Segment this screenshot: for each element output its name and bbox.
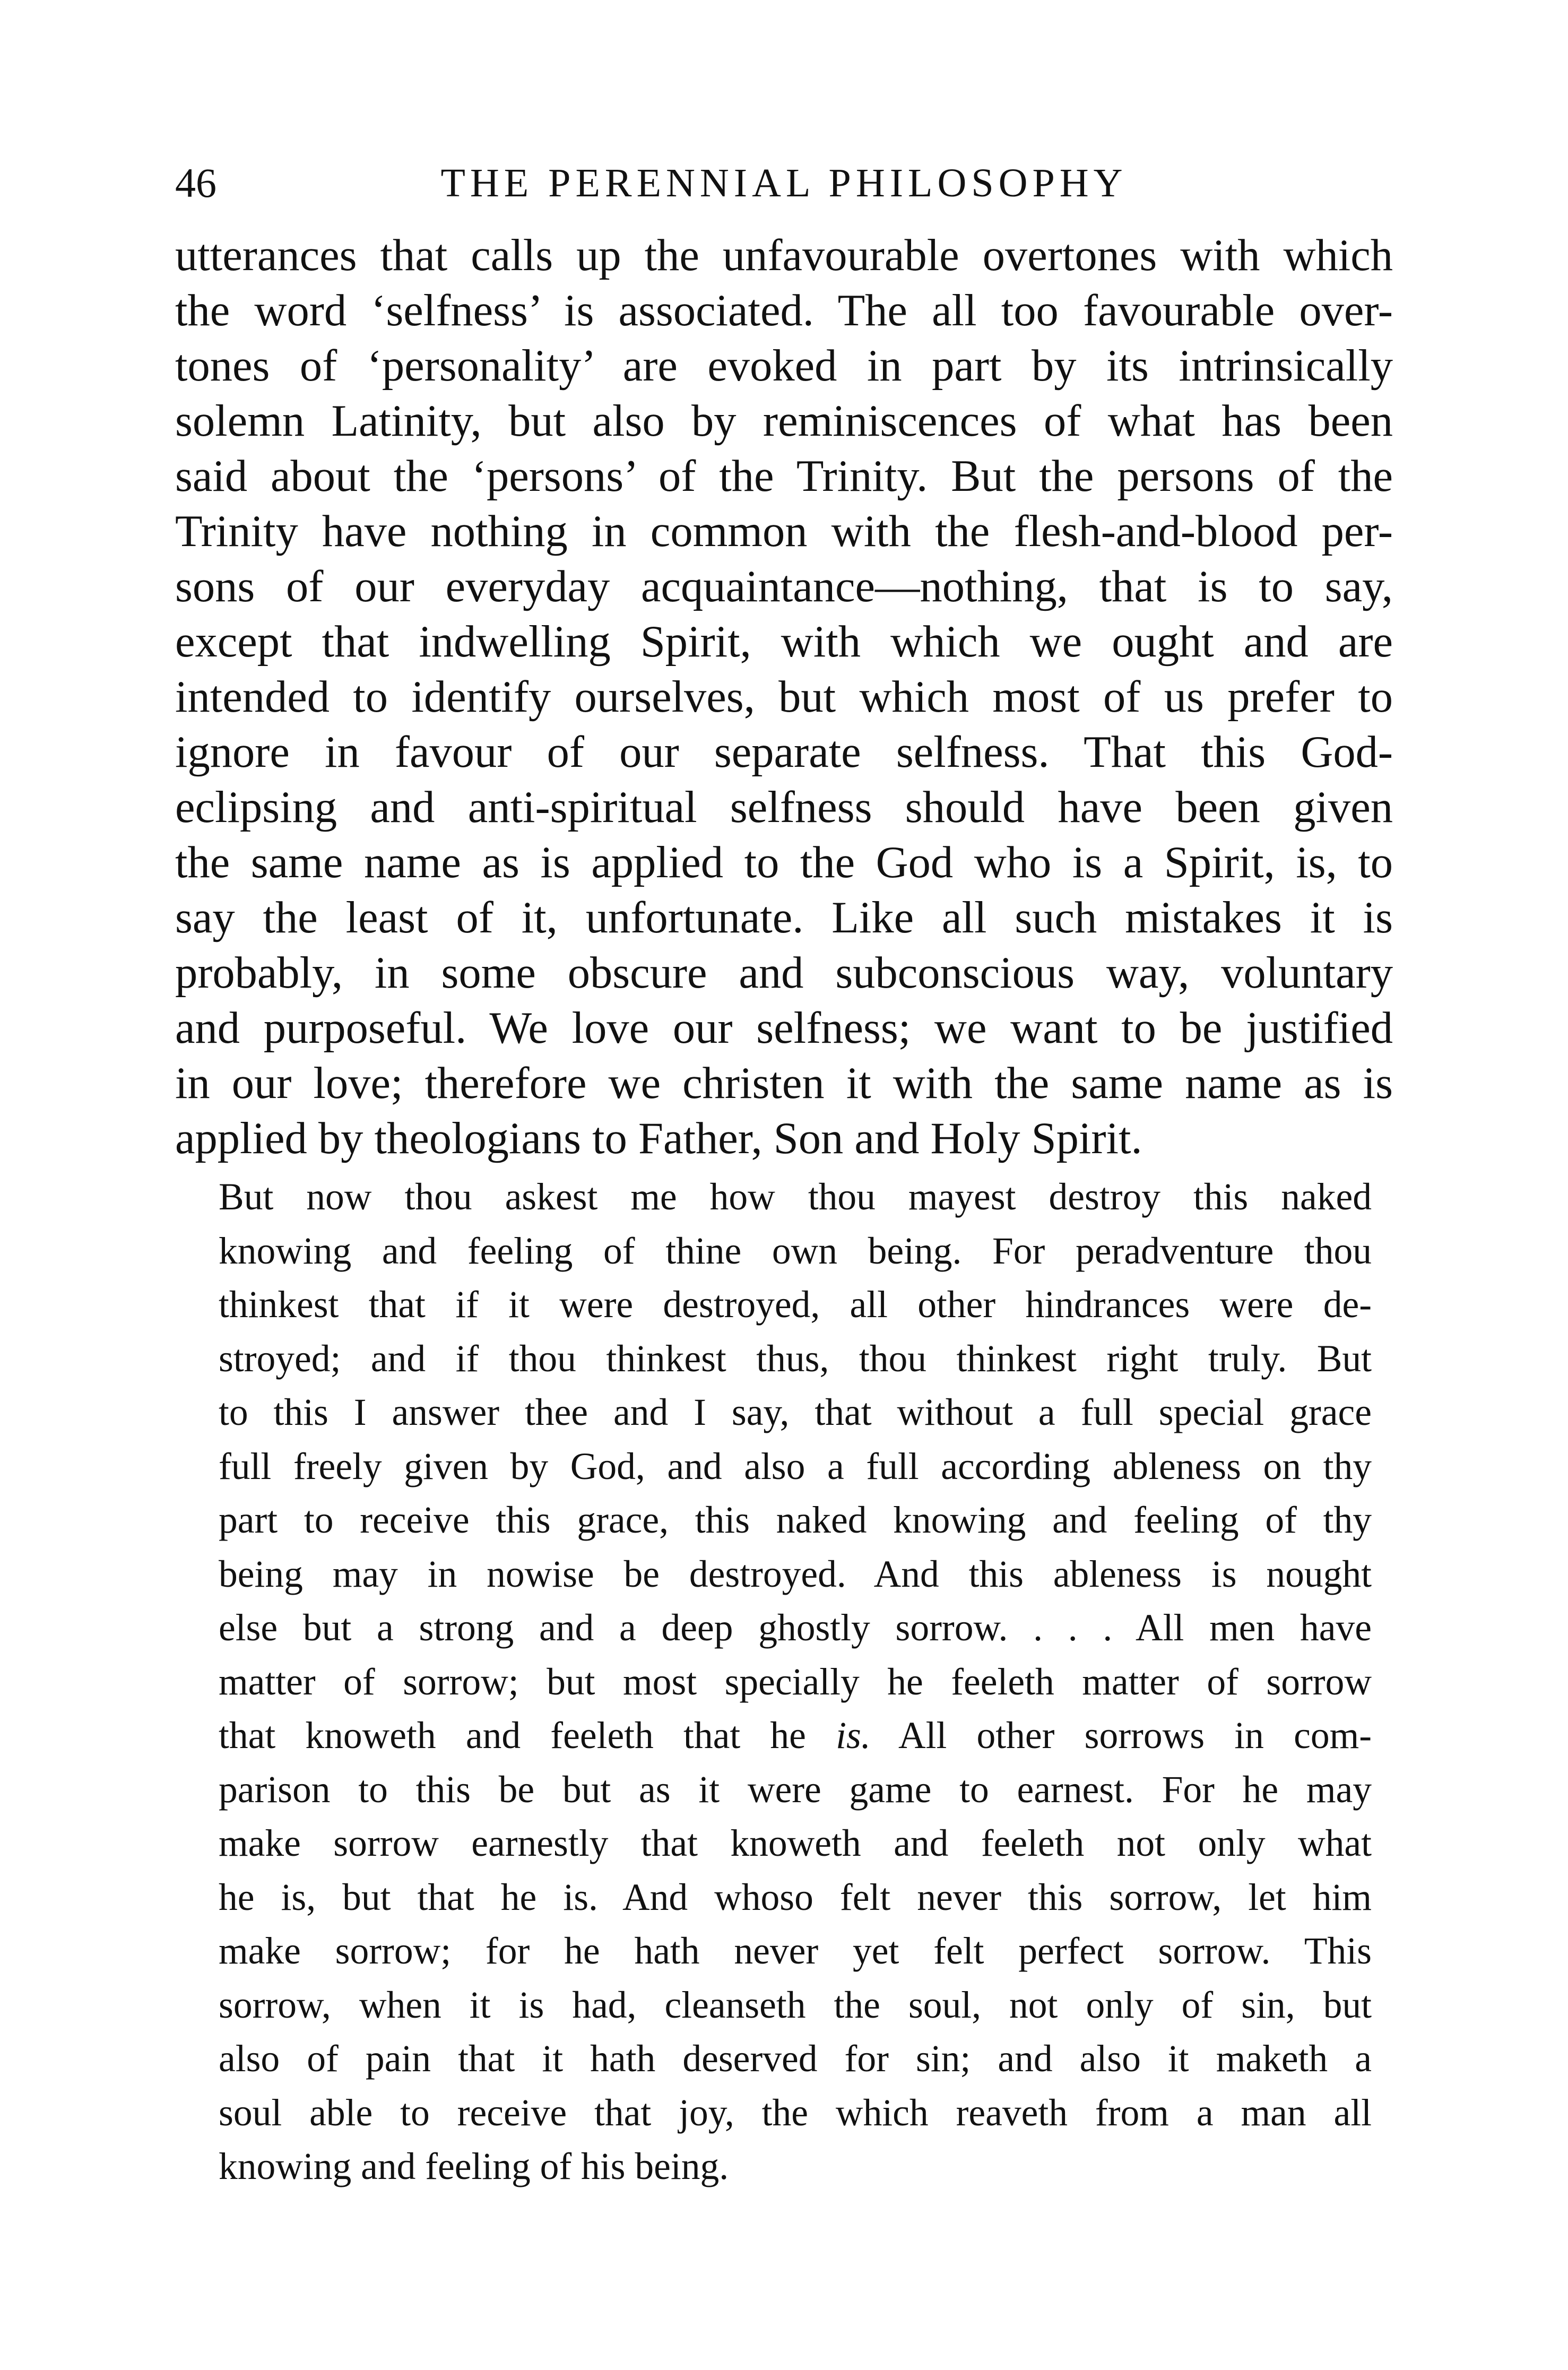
- body-line: in our love; therefore we christen it with the same name as is: [175, 1059, 1393, 1108]
- quote-line: knowing and feeling of thine own being. For peradventure thou: [219, 1230, 1372, 1272]
- body-line: applied by theologians to Father, Son and Holy Spirit.: [175, 1114, 1142, 1163]
- body-line: ignore in favour of our separate selfness. That this God-: [175, 728, 1393, 777]
- quote-line: sorrow, when it is had, cleanseth the soul, not only of sin, but: [219, 1984, 1372, 2026]
- body-line: utterances that calls up the unfavourable overtones with which: [175, 231, 1393, 280]
- body-line: and purposeful. We love our selfness; we want to be justified: [175, 1004, 1393, 1053]
- body-line: Trinity have nothing in common with the flesh-and-blood per-: [175, 507, 1393, 556]
- body-line: intended to identify ourselves, but which most of us prefer to: [175, 672, 1393, 722]
- quote-line: knowing and feeling of his being.: [219, 2146, 729, 2187]
- quote-line: else but a strong and a deep ghostly sorrow. . . . All men have: [219, 1607, 1372, 1649]
- quote-line: make sorrow earnestly that knoweth and feeleth not only what: [219, 1822, 1372, 1864]
- quote-line: soul able to receive that joy, the which reaveth from a man all: [219, 2091, 1372, 2134]
- quote-line: also of pain that it hath deserved for sin; and also it maketh a: [219, 2038, 1372, 2080]
- body-line: sons of our everyday acquaintance—nothing, that is to say,: [175, 562, 1393, 611]
- body-line: eclipsing and anti-spiritual selfness should have been given: [175, 783, 1393, 832]
- body-line: except that indwelling Spirit, with which we ought and are: [175, 617, 1393, 667]
- quote-line: full freely given by God, and also a full according ableness on thy: [219, 1445, 1372, 1487]
- quote-line: parison to this be but as it were game to earnest. For he may: [219, 1768, 1372, 1811]
- quote-line: But now thou askest me how thou mayest destroy this naked: [219, 1176, 1372, 1218]
- body-line: the word ‘selfness’ is associated. The all too favourable over-: [175, 286, 1393, 335]
- quote-line: part to receive this grace, this naked knowing and feeling of thy: [219, 1499, 1372, 1541]
- body-line: the same name as is applied to the God who is a Spirit, is, to: [175, 838, 1393, 887]
- quote-line-with-italic: [219, 1709, 1372, 1763]
- quote-line: being may in nowise be destroyed. And this ableness is nought: [219, 1553, 1372, 1595]
- italic-emphasis: is.: [836, 1715, 871, 1757]
- block-quote: [219, 1170, 1372, 2194]
- quote-line-tail: All other sorrows in com-: [870, 1715, 1372, 1757]
- quote-line-head: that knoweth and feeleth that he: [219, 1715, 806, 1757]
- running-head: THE PERENNIAL PHILOSOPHY: [440, 161, 1128, 205]
- body-line: say the least of it, unfortunate. Like all such mistakes it is: [175, 893, 1393, 942]
- page-header: [175, 154, 1393, 212]
- quote-line: thinkest that if it were destroyed, all other hindrances were de-: [219, 1284, 1372, 1326]
- quote-line: matter of sorrow; but most specially he feeleth matter of sorrow: [219, 1660, 1372, 1703]
- body-paragraph: [175, 228, 1393, 1166]
- quote-line: make sorrow; for he hath never yet felt perfect sorrow. This: [219, 1930, 1372, 1972]
- quote-line: he is, but that he is. And whoso felt never this sorrow, let him: [219, 1876, 1372, 1918]
- page-number: 46: [175, 160, 216, 206]
- body-line: probably, in some obscure and subconscious way, voluntary: [175, 948, 1393, 998]
- body-line: said about the ‘persons’ of the Trinity. But the persons of the: [175, 452, 1393, 501]
- body-line: tones of ‘personality’ are evoked in part by its intrinsically: [175, 341, 1393, 391]
- quote-line: to this I answer thee and I say, that without a full special grace: [219, 1391, 1372, 1433]
- quote-line: stroyed; and if thou thinkest thus, thou thinkest right truly. But: [219, 1337, 1372, 1380]
- body-line: solemn Latinity, but also by reminiscences of what has been: [175, 396, 1393, 446]
